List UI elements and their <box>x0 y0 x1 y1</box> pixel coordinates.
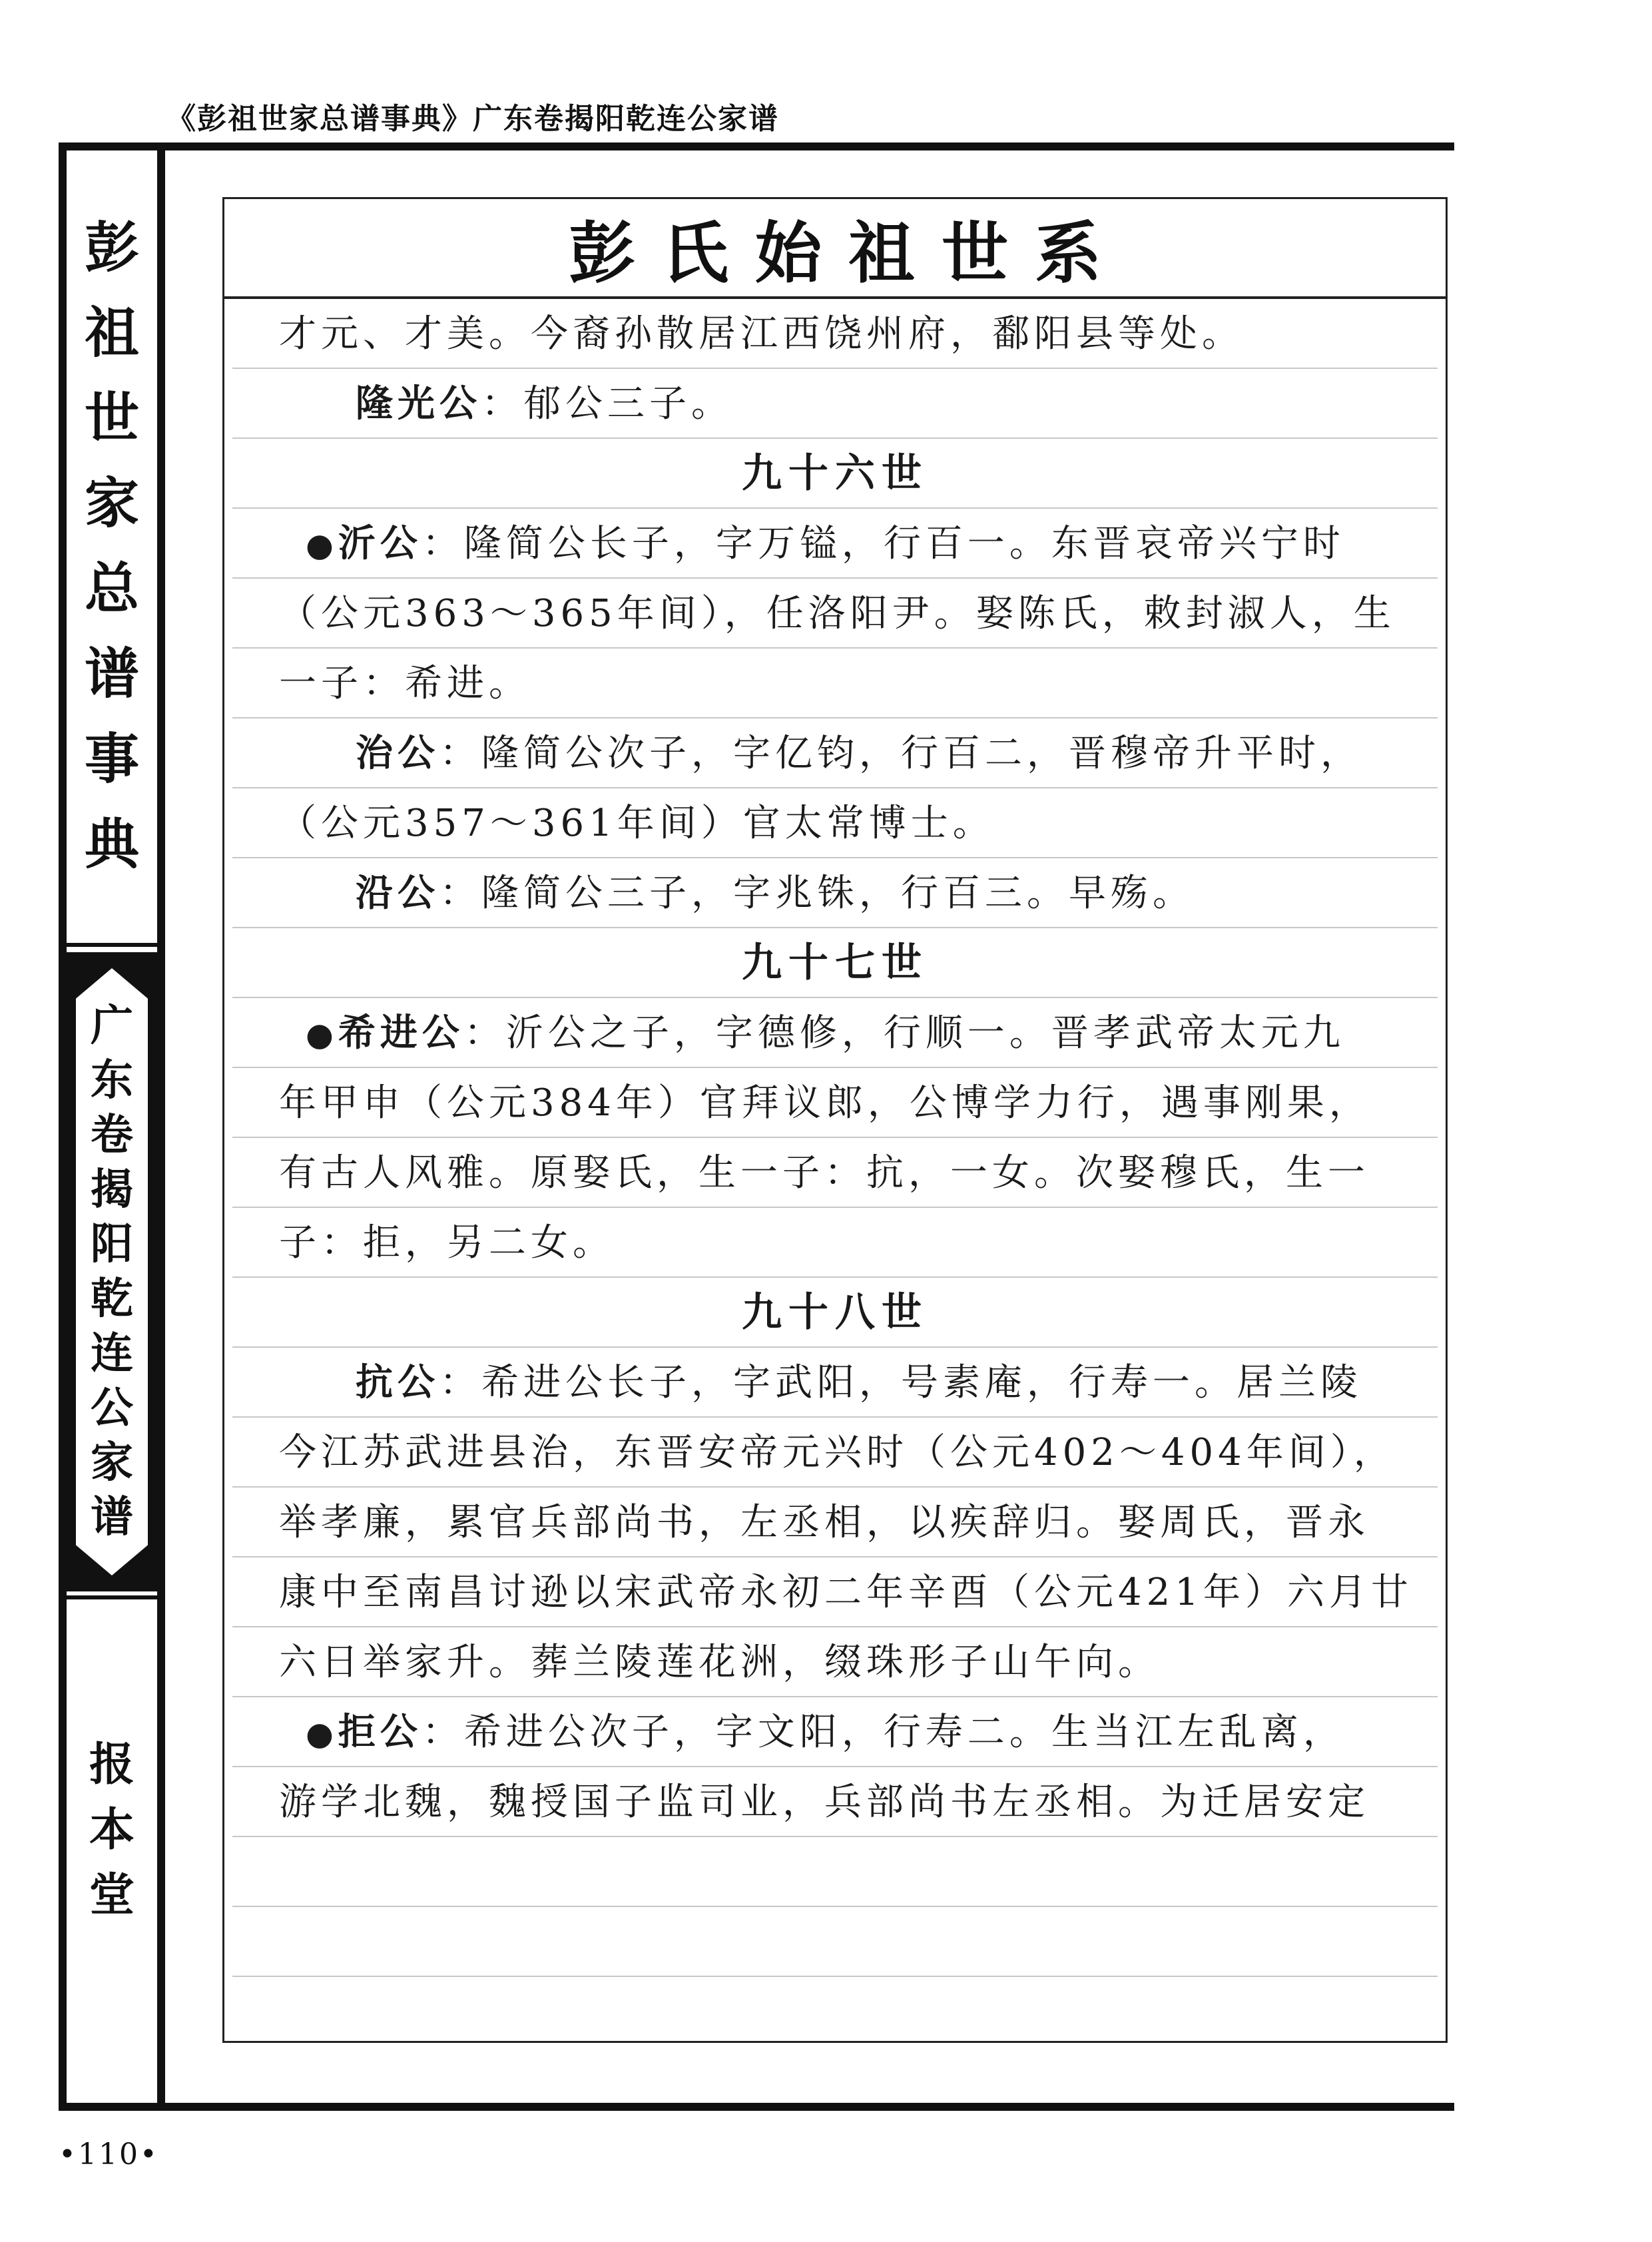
spine-volume-panel <box>67 952 157 1591</box>
line-text: 年甲申（公元384年）官拜议郎，公博学力行，遇事刚果， <box>279 1081 1371 1125</box>
bullet-icon: ● <box>306 1016 338 1053</box>
line-text: ：隆简公次子，字亿钧，行百二，晋穆帝升平时， <box>439 732 1362 775</box>
spine-char: 家 <box>91 1438 133 1488</box>
entry-first-line <box>306 509 1424 579</box>
generation-heading: 九十六世 <box>742 450 928 497</box>
text-line <box>279 788 1424 858</box>
spine-char: 谱 <box>84 643 139 706</box>
person-name: 治公 <box>356 731 439 775</box>
spine-hall-name <box>67 1599 157 2103</box>
spine-char: 事 <box>84 728 139 791</box>
line-text: 有古人风雅。原娶氏，生一子：抗，一女。次娶穆氏，生一 <box>279 1151 1370 1195</box>
running-header: 《彭祖世家总谱事典》广东卷揭阳乾连公家谱 <box>166 102 779 136</box>
bullet-icon: ● <box>306 527 338 564</box>
section-title: 彭氏始祖世系 <box>569 214 1128 292</box>
entry-first-line <box>356 718 1424 788</box>
line-text: 今江苏武进县治，东晋安帝元兴时（公元402～404年间）， <box>279 1431 1396 1474</box>
spine-char: 广 <box>91 1001 133 1051</box>
spine-char: 卷 <box>91 1111 133 1160</box>
spine-char: 世 <box>84 387 139 450</box>
title-band <box>224 199 1446 299</box>
entry-first-line <box>356 1348 1424 1418</box>
line-text: 才元、才美。今裔孙散居江西饶州府，鄱阳县等处。 <box>279 312 1244 356</box>
person-name: 沿公 <box>356 871 439 915</box>
spine-inner-line <box>157 142 165 2111</box>
person-name: 隆光公 <box>356 382 481 425</box>
top-rule <box>59 142 1454 150</box>
text-line <box>279 299 1424 369</box>
text-line <box>279 1208 1424 1278</box>
spine-char: 报 <box>89 1739 135 1791</box>
line-text: 子：拒，另二女。 <box>279 1221 615 1264</box>
line-text: 六日举家升。葬兰陵莲花洲，缀珠形子山午向。 <box>279 1641 1160 1684</box>
text-line <box>279 1627 1424 1697</box>
line-text: 康中至南昌讨逊以宋武帝永初二年辛酉（公元421年）六月廿 <box>279 1571 1413 1614</box>
spine-char: 连 <box>91 1329 133 1378</box>
spine-char: 总 <box>84 557 139 621</box>
entry-first-line <box>306 1697 1424 1767</box>
entry-first-line <box>306 998 1424 1068</box>
text-line <box>279 1557 1424 1627</box>
text-line <box>279 579 1424 649</box>
line-text: ：隆简公三子，字兆铢，行百三。早殇。 <box>439 872 1195 915</box>
spine-char: 祖 <box>84 302 139 365</box>
spine-char: 东 <box>91 1056 133 1105</box>
entry-first-line <box>356 369 1424 439</box>
line-text: （公元357～361年间）官太常博士。 <box>279 802 995 845</box>
spine-char: 揭 <box>91 1165 133 1215</box>
generation-heading: 九十八世 <box>742 1289 928 1336</box>
spine-char: 彭 <box>84 216 139 280</box>
text-line <box>279 1488 1424 1557</box>
spine-divider <box>67 943 157 947</box>
generation-heading: 九十七世 <box>742 940 928 986</box>
line-text: （公元363～365年间），任洛阳尹。娶陈氏，敕封淑人，生 <box>279 592 1396 635</box>
text-line <box>279 1068 1424 1138</box>
line-text: 一子：希进。 <box>279 662 531 705</box>
spine-book-title <box>67 150 157 943</box>
spine-char: 典 <box>84 813 139 876</box>
line-text: ：隆简公长子，字万镒，行百一。东晋哀帝兴宁时 <box>421 522 1345 565</box>
page-number: •110• <box>59 2137 159 2171</box>
line-text: 举孝廉，累官兵部尚书，左丞相，以疾辞归。娶周氏，晋永 <box>279 1501 1370 1544</box>
text-line <box>279 1418 1424 1488</box>
text-line <box>279 1138 1424 1208</box>
spine-char: 乾 <box>91 1274 133 1324</box>
line-text: ：沂公之子，字德修，行顺一。晋孝武帝太元九 <box>463 1011 1345 1055</box>
content-frame <box>222 197 1448 2043</box>
person-name: 拒公 <box>338 1710 422 1754</box>
spine-char: 本 <box>89 1804 135 1856</box>
line-text: ：郁公三子。 <box>481 382 733 425</box>
person-name: 希进公 <box>338 1011 464 1055</box>
spine-char: 谱 <box>91 1493 133 1542</box>
spine-char: 阳 <box>91 1220 133 1269</box>
spine-char: 家 <box>84 472 139 535</box>
person-name: 抗公 <box>356 1360 439 1404</box>
entry-first-line <box>356 858 1424 928</box>
ruled-text-area <box>232 299 1438 2041</box>
text-line <box>279 649 1424 718</box>
line-text: ：希进公长子，字武阳，号素庵，行寿一。居兰陵 <box>439 1361 1362 1404</box>
bottom-rule <box>59 2103 1454 2111</box>
spine-char: 堂 <box>89 1869 135 1922</box>
spine-char: 公 <box>91 1384 133 1433</box>
line-text: ：希进公次子，字文阳，行寿二。生当江左乱离， <box>421 1711 1345 1754</box>
spine-volume-title <box>67 992 157 1551</box>
text-line <box>279 1767 1424 1837</box>
person-name: 沂公 <box>338 521 422 565</box>
line-text: 游学北魏，魏授国子监司业，兵部尚书左丞相。为迁居安定 <box>279 1781 1370 1824</box>
bullet-icon: ● <box>306 1715 338 1753</box>
